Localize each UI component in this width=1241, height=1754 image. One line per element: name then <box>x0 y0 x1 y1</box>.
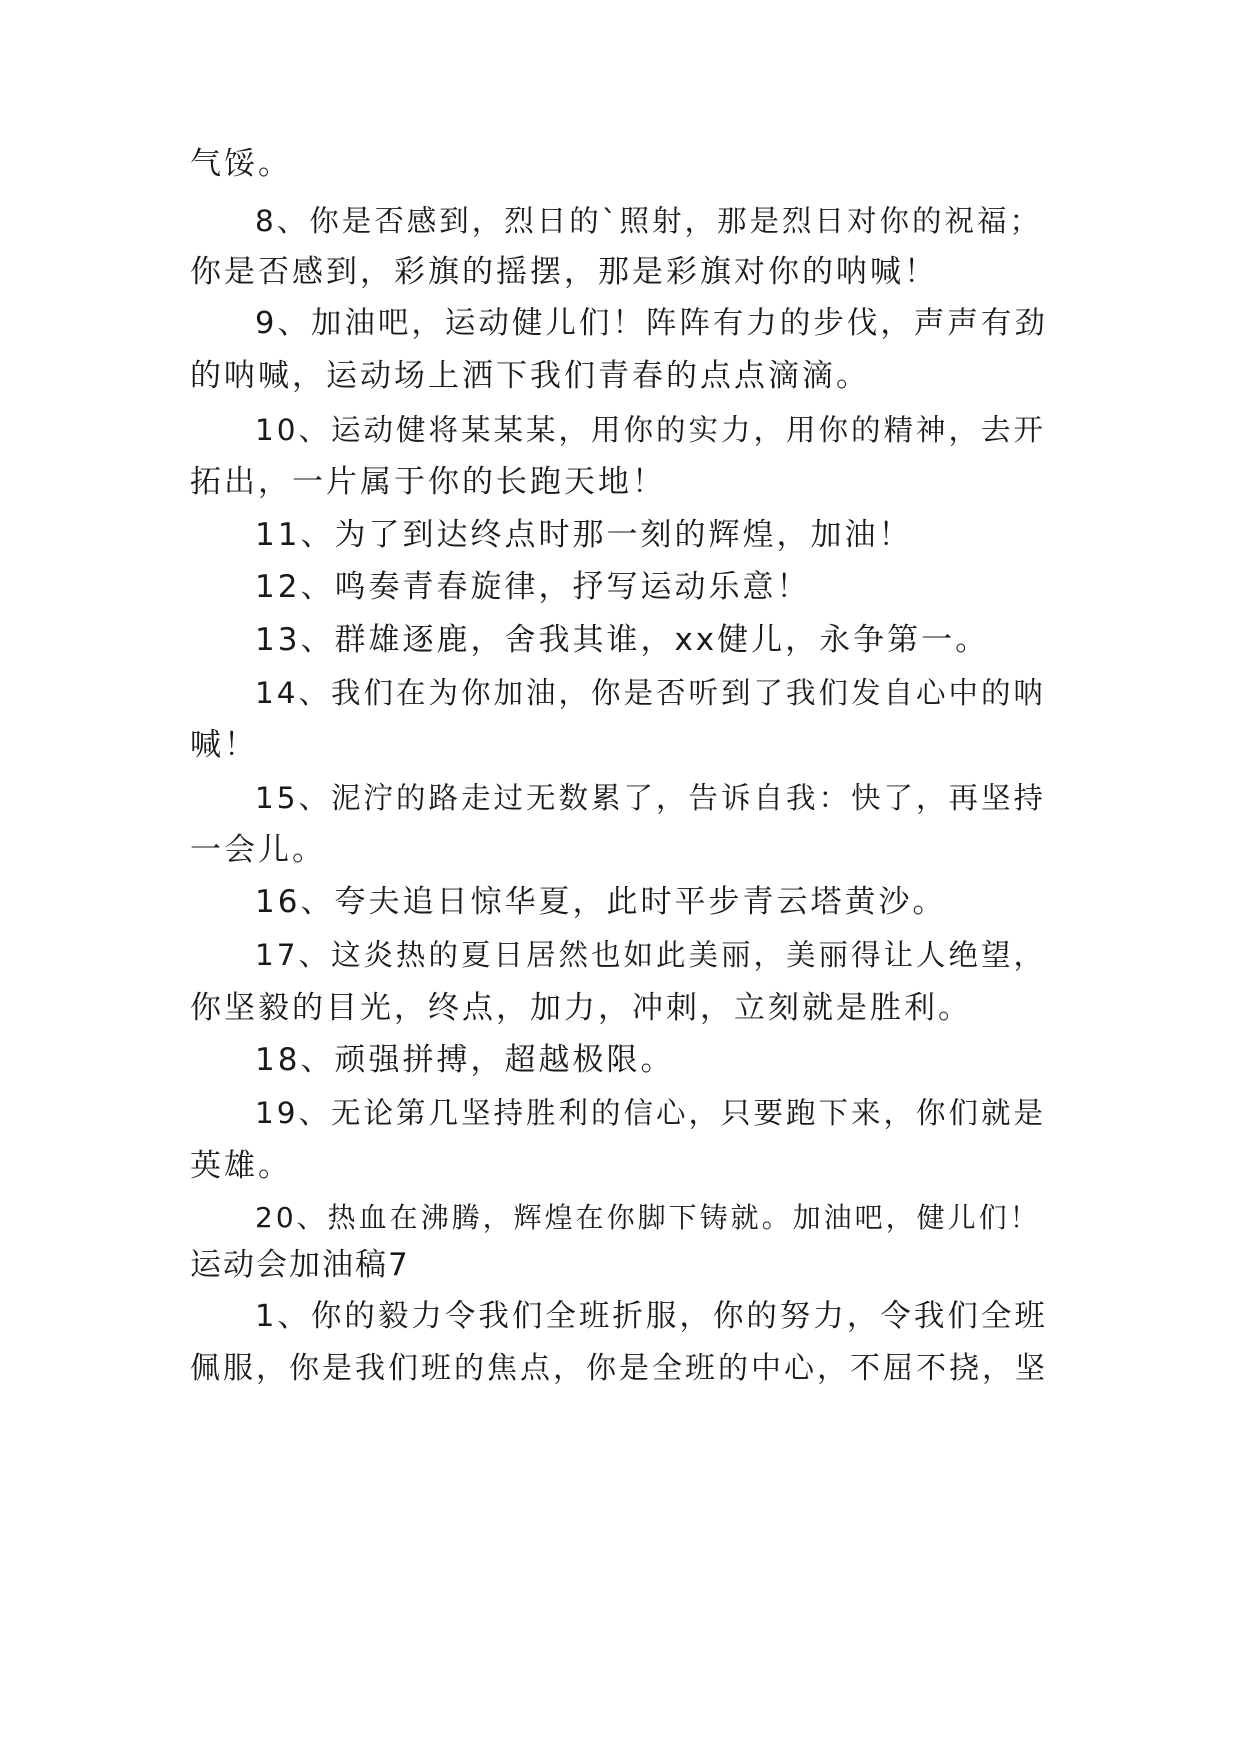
text-line: 喊！ <box>190 727 258 763</box>
text-line: 11、为了到达终点时那一刻的辉煌，加油！ <box>255 517 913 553</box>
section-heading: 运动会加油稿7 <box>190 1247 410 1283</box>
text-line: 20、热血在沸腾，辉煌在你脚下铸就。加油吧，健儿们！ <box>255 1201 1041 1234</box>
text-line: 13、群雄逐鹿，舍我其谁，xx健儿，永争第一。 <box>255 622 990 658</box>
text-line: 15、泥泞的路走过无数累了，告诉自我：快了，再坚持 <box>255 781 1047 815</box>
text-line: 一会儿。 <box>190 832 326 868</box>
text-line: 18、顽强拼搏，超越极限。 <box>255 1042 675 1078</box>
text-line: 10、运动健将某某某，用你的实力，用你的精神，去开 <box>255 413 1047 447</box>
text-line: 气馁。 <box>190 146 292 182</box>
text-line: 17、这炎热的夏日居然也如此美丽，美丽得让人绝望， <box>255 938 1047 972</box>
text-line: 的呐喊，运动场上洒下我们青春的点点滴滴。 <box>190 358 870 394</box>
text-line: 9、加油吧，运动健儿们！阵阵有力的步伐，声声有劲 <box>255 306 1048 341</box>
text-line: 14、我们在为你加油，你是否听到了我们发自心中的呐 <box>255 676 1047 710</box>
text-line: 佩服，你是我们班的焦点，你是全班的中心，不屈不挠，坚 <box>190 1351 1048 1386</box>
text-line: 你坚毅的目光，终点，加力，冲刺，立刻就是胜利。 <box>190 990 972 1026</box>
text-line: 英雄。 <box>190 1148 292 1184</box>
text-line: 16、夸夫追日惊华夏，此时平步青云塔黄沙。 <box>255 884 947 920</box>
text-line: 12、鸣奏青春旋律，抒写运动乐意！ <box>255 569 811 605</box>
text-line: 8、你是否感到，烈日的`照射，那是烈日对你的祝福； <box>255 204 1043 238</box>
text-line: 你是否感到，彩旗的摇摆，那是彩旗对你的呐喊！ <box>190 254 938 290</box>
text-line: 拓出，一片属于你的长跑天地！ <box>190 464 666 500</box>
text-line: 1、你的毅力令我们全班折服，你的努力，令我们全班 <box>255 1299 1048 1334</box>
text-line: 19、无论第几坚持胜利的信心，只要跑下来，你们就是 <box>255 1096 1047 1130</box>
